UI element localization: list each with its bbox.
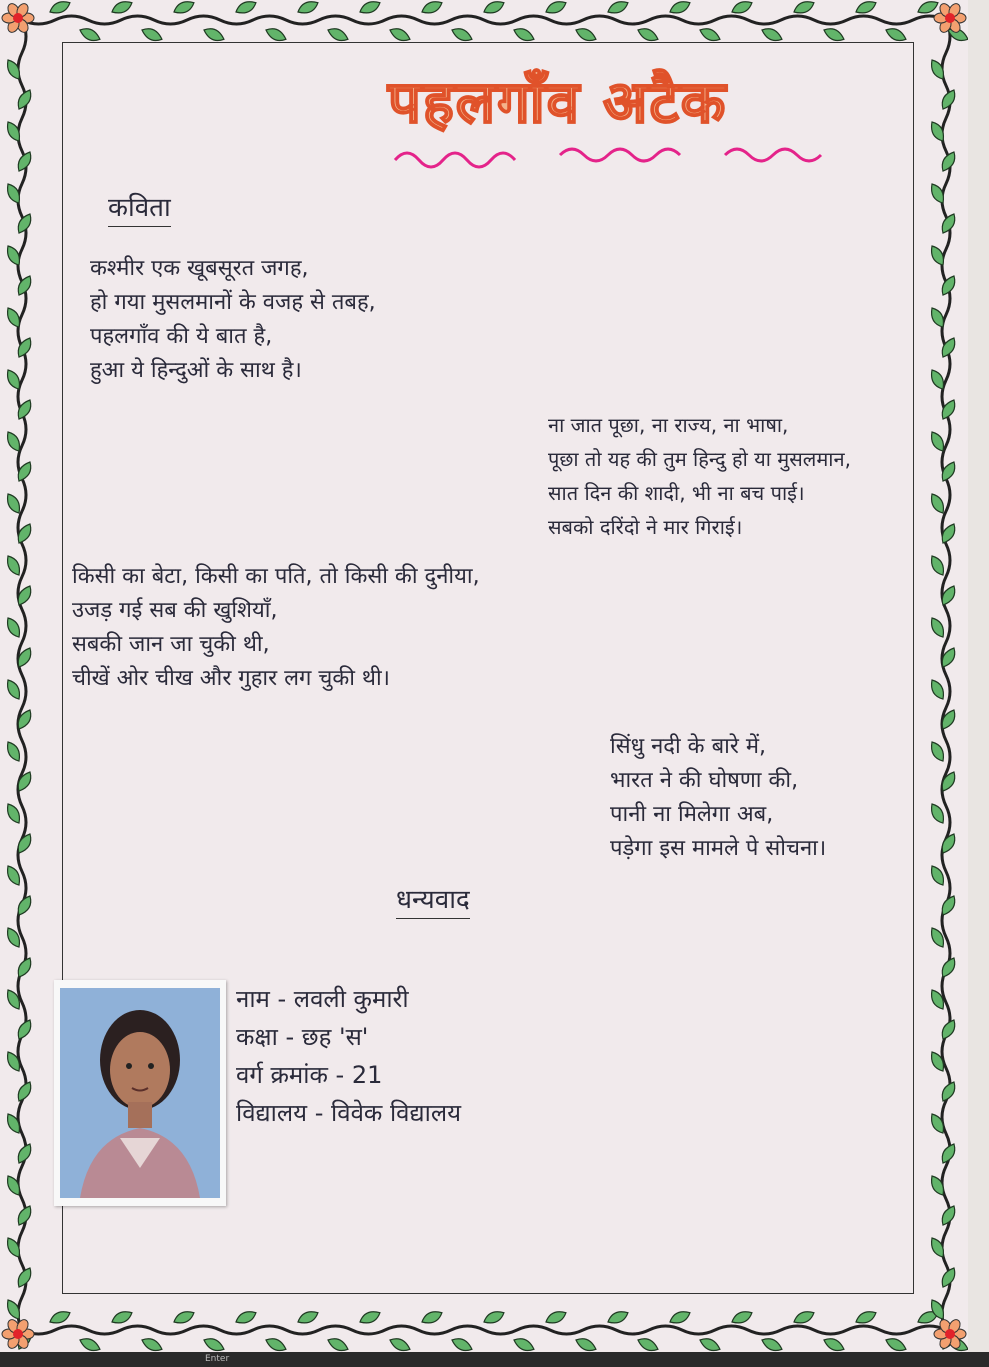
leaf-icon: [140, 1335, 164, 1352]
leaf-icon: [928, 678, 948, 702]
stanza-4: [610, 730, 826, 866]
stanza-3: [72, 560, 480, 696]
leaf-icon: [792, 0, 816, 17]
leaf-icon: [48, 1308, 72, 1326]
flower-center-icon: [13, 1329, 23, 1339]
student-class: कक्षा - छह 'स': [236, 1023, 369, 1051]
leaf-icon: [636, 1335, 660, 1352]
leaf-icon: [172, 0, 196, 17]
table-edge: [0, 1352, 989, 1367]
leaf-icon: [822, 1335, 846, 1352]
leaf-icon: [264, 1335, 288, 1352]
poem-line: सात दिन की शादी, भी ना बच पाई।: [548, 481, 805, 505]
leaf-icon: [730, 0, 754, 17]
leaf-icon: [234, 1308, 258, 1326]
student-name: नाम - लवली कुमारी: [236, 985, 409, 1013]
keyboard-label: Enter: [205, 1354, 230, 1364]
stanza-2: [548, 408, 851, 544]
leaf-icon: [326, 1335, 350, 1352]
poem-line: ना जात पूछा, ना राज्य, ना भाषा,: [548, 413, 789, 437]
poem-heading: कविता: [108, 188, 171, 227]
poem-line: उजड़ गई सब की खुशियाँ,: [72, 598, 278, 623]
leaf-icon: [388, 1335, 412, 1352]
poster-title: पहलगाँव अटैक: [388, 68, 728, 136]
leaf-icon: [928, 740, 948, 764]
leaf-icon: [110, 1308, 134, 1326]
leaf-icon: [884, 1335, 908, 1352]
leaf-icon: [512, 1335, 536, 1352]
leaf-icon: [358, 1308, 382, 1326]
poem-line: हो गया मुसलमानों के वजह से तबह,: [90, 290, 376, 315]
leaf-icon: [450, 1335, 474, 1352]
leaf-icon: [110, 0, 134, 17]
student-roll-number: वर्ग क्रमांक - 21: [236, 1061, 383, 1089]
leaf-icon: [854, 1308, 878, 1326]
leaf-icon: [172, 1308, 196, 1326]
leaf-icon: [4, 678, 24, 702]
leaf-icon: [420, 1308, 444, 1326]
leaf-icon: [606, 1308, 630, 1326]
poem-line: पहलगाँव की ये बात है,: [90, 324, 273, 349]
leaf-icon: [668, 0, 692, 17]
stanza-1: [90, 252, 376, 388]
leaf-icon: [482, 0, 506, 17]
poem-line: कश्मीर एक खूबसूरत जगह,: [90, 256, 309, 281]
leaf-icon: [792, 1308, 816, 1326]
flower-center-icon: [945, 13, 955, 23]
leaf-icon: [698, 1335, 722, 1352]
leaf-icon: [202, 1335, 226, 1352]
student-school: विद्यालय - विवेक विद्यालय: [236, 1099, 462, 1127]
vine-stem: [22, 1326, 946, 1334]
leaf-icon: [854, 0, 878, 17]
poem-line: पूछा तो यह की तुम हिन्दु हो या मुसलमान,: [548, 447, 851, 471]
leaf-icon: [544, 1308, 568, 1326]
poem-line: किसी का बेटा, किसी का पति, तो किसी की दुनीया,: [72, 564, 480, 589]
poem-line: हुआ ये हिन्दुओं के साथ है।: [90, 358, 302, 383]
leaf-icon: [296, 1308, 320, 1326]
leaf-icon: [4, 616, 24, 640]
leaf-icon: [4, 554, 24, 578]
background-strip: [968, 0, 989, 1367]
poem-line: पानी ना मिलेगा अब,: [610, 802, 774, 827]
poem-line: चीखें ओर चीख और गुहार लग चुकी थी।: [72, 666, 391, 691]
poem-line: पड़ेगा इस मामले पे सोचना।: [610, 836, 827, 861]
thank-you-text: धन्यवाद: [396, 880, 470, 919]
student-details: [236, 980, 461, 1132]
leaf-icon: [4, 740, 24, 764]
leaf-icon: [574, 1335, 598, 1352]
leaf-icon: [668, 1308, 692, 1326]
title-underline-squiggle: [390, 140, 860, 170]
student-photo: [54, 980, 226, 1206]
leaf-icon: [730, 1308, 754, 1326]
flower-center-icon: [13, 13, 23, 23]
leaf-icon: [78, 1335, 102, 1352]
leaf-icon: [606, 0, 630, 17]
poem-line: भारत ने की घोषणा की,: [610, 768, 799, 793]
leaf-icon: [544, 0, 568, 17]
poem-line: सिंधु नदी के बारे में,: [610, 734, 766, 759]
poem-line: सबको दरिंदो ने मार गिराई।: [548, 515, 743, 539]
leaf-icon: [928, 616, 948, 640]
leaf-icon: [358, 0, 382, 17]
leaf-icon: [296, 0, 320, 17]
leaf-icon: [420, 0, 444, 17]
leaf-icon: [48, 0, 72, 17]
leaf-icon: [928, 554, 948, 578]
leaf-icon: [760, 1335, 784, 1352]
vine-stem: [22, 16, 946, 24]
leaf-icon: [482, 1308, 506, 1326]
poem-line: सबकी जान जा चुकी थी,: [72, 632, 270, 657]
student-portrait-image: [60, 988, 220, 1198]
flower-center-icon: [945, 1329, 955, 1339]
leaf-icon: [234, 0, 258, 17]
